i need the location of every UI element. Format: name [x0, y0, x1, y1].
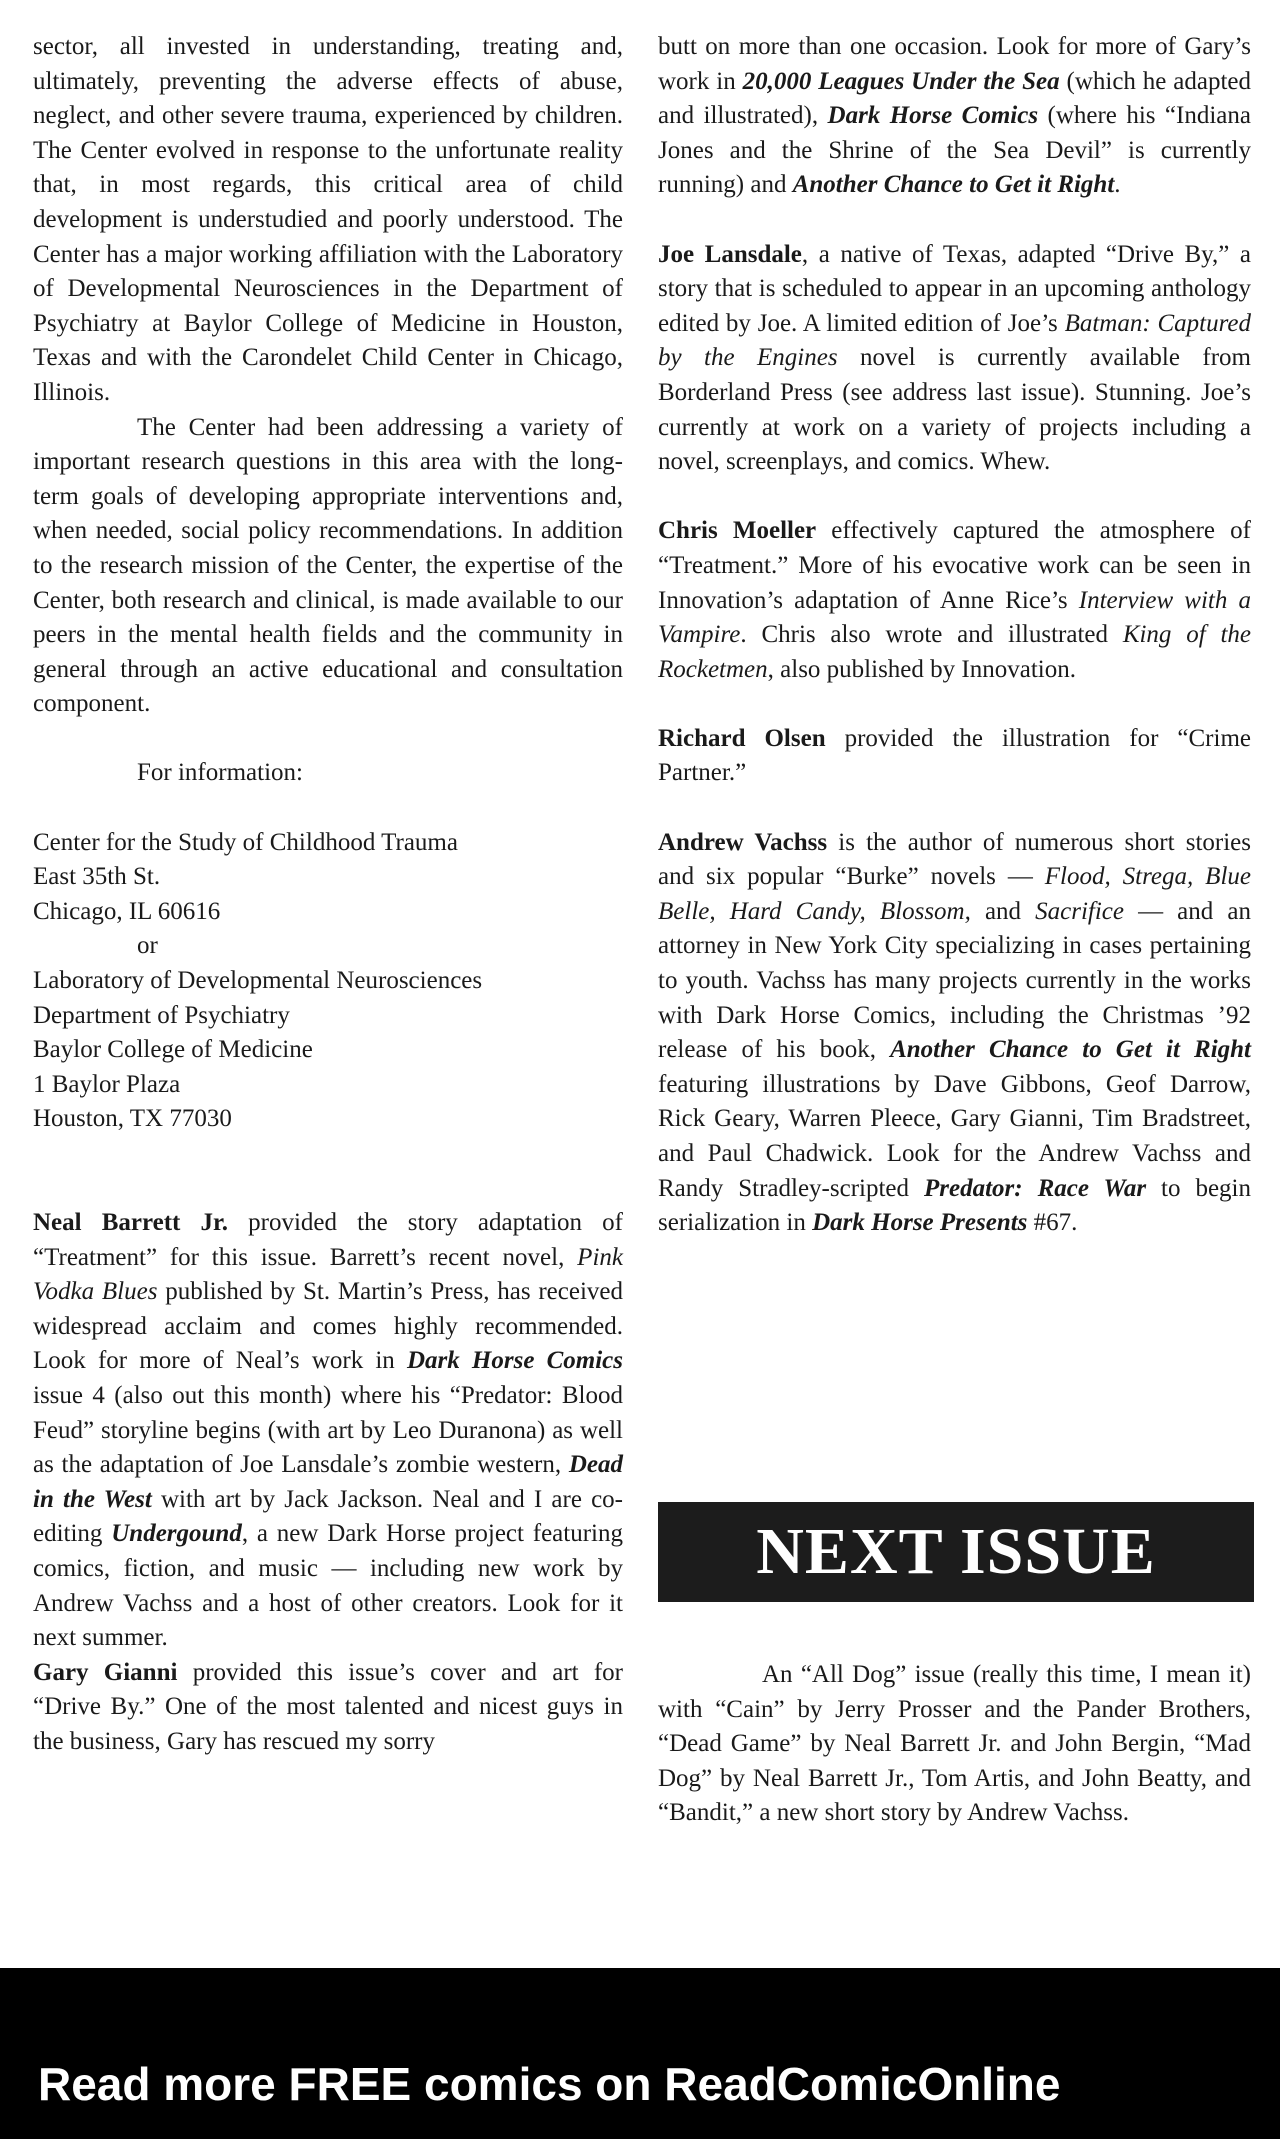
book-title: Dark Horse Comics — [406, 1347, 623, 1375]
richard-olsen-bio — [658, 722, 1251, 791]
andrew-vachss-bio — [658, 826, 1251, 1241]
book-title: 20,000 Leagues Under the Sea — [742, 67, 1060, 95]
right-column — [658, 30, 1251, 1241]
contributor-name: Gary Gianni — [33, 1658, 178, 1686]
book-title: Flood, Strega, Blue Belle, Hard Candy, Blossom, — [658, 863, 1251, 925]
footer-bar — [0, 1968, 1280, 2139]
book-title: Sacrifice — [1035, 897, 1124, 925]
address-line: Laboratory of Developmental Neurosciences — [33, 967, 483, 995]
contributor-name: Joe Lansdale — [658, 240, 802, 268]
book-title: Predator: Race War — [924, 1174, 1147, 1202]
bio-text: (where his “Indiana Jones and the Shrine of the Sea Devil” is currently running) and — [658, 102, 1251, 199]
bio-text: , also published by Innovation. — [767, 655, 1076, 683]
intro-paragraph: sector, all invested in understanding, treating and, ultimately, preventing the adverse effects of abuse, neglect, and other severe trauma, experienced by children. The Center evolved in response to the unfortunate reality that, in most regards, this critical area of child development is understudied and poorly understood. The Center has a major working affiliation with the Laboratory of Developmental Neurosciences in the Department of Psychiatry at Baylor College of Medicine in Houston, Texas and with the Carondelet Child Center in Chicago, Illinois. — [33, 33, 623, 406]
book-title: Dead in the West — [33, 1451, 623, 1513]
bio-text: (which he adapted and illustrated), — [658, 67, 1252, 130]
next-issue-description: An “All Dog” issue (really this time, I mean it) with “Cain” by Jerry Prosser and the Pander Brothers, “Dead Game” by Neal Barrett Jr. and John Bergin, “Mad Dog” by Neal Barrett Jr., Tom Artis, and John Beatty, and “Bandit,” a new short story by Andrew Vachss. — [658, 1661, 1251, 1827]
address-line: Department of Psychiatry — [33, 1001, 290, 1029]
bio-text: issue 4 (also out this month) where his “Predator: Blood Feud” storyline begins (with art by Leo Duranona) as well as the adaptation of Joe Lansdale’s zombie western, — [33, 1381, 623, 1479]
next-issue-banner: NEXT ISSUE — [658, 1502, 1254, 1602]
or-label: or — [137, 932, 158, 960]
book-title: Another Chance to Get it Right — [792, 171, 1115, 199]
bio-text: , a native of Texas, adapted “Drive By,” a story that is scheduled to appear in an upcoming anthology edited by Joe. A limited edition of Joe’s — [658, 240, 1251, 337]
book-title: Dark Horse Presents — [812, 1209, 1028, 1237]
contributor-name: Chris Moeller — [658, 517, 817, 545]
address-line: Houston, TX 77030 — [33, 1105, 232, 1133]
bio-text: #67. — [1027, 1209, 1078, 1237]
joe-lansdale-bio — [658, 238, 1251, 480]
bio-text: featuring illustrations by Dave Gibbons, Geof Darrow, Rick Geary, Warren Pleece, Gary Gianni, Tim Bradstreet, and Paul Chadwick. Look for the Andrew Vachss and Randy Stradley-scripted — [658, 1070, 1251, 1202]
book-title: Another Chance to Get it Right — [890, 1036, 1251, 1064]
book-title: Undergound — [111, 1520, 242, 1548]
footer-promo-text: Read more FREE comics on ReadComicOnline — [38, 2058, 1061, 2110]
book-title: King of the Rocketmen — [658, 621, 1251, 683]
bio-text: to begin serialization in — [658, 1174, 1251, 1237]
address-line: Baylor College of Medicine — [33, 1036, 313, 1064]
bio-text: effectively captured the atmosphere of “Treatment.” More of his evocative work can be seen in Innovation’s adaptation of Anne Rice’s — [658, 517, 1251, 614]
contributor-name: Neal Barrett Jr. — [33, 1209, 229, 1236]
book-title: Interview with a Vampire — [658, 586, 1251, 649]
gary-gianni-bio — [33, 1656, 623, 1760]
book-title: Batman: Captured by the Engines — [658, 309, 1251, 372]
address-line: East 35th St. — [33, 863, 161, 891]
center-research-paragraph: The Center had been addressing a variety of important research questions in this area with the long-term goals of developing appropriate interventions and, when needed, social policy recommendations. In addition to the research mission of the Center, the expertise of the Center, both research and clinical, is made available to our peers in the mental health fields and the community in general through an active educational and consultation component. — [33, 413, 623, 718]
bio-text: provided the illustration for “Crime Partner.” — [658, 724, 1251, 787]
bio-text: — and an attorney in New York City specializing in cases pertaining to youth. Vachss has many projects currently in the works with Dark Horse Comics, including the Christmas ’92 release of his book, — [658, 897, 1251, 1064]
bio-text: provided this issue’s cover and art for “Drive By.” One of the most talented and nicest guys in the business, Gary has rescued my sorry — [33, 1658, 624, 1755]
address-block-1 — [33, 826, 623, 1137]
info-label: For information: — [137, 759, 303, 787]
neal-barrett-bio — [33, 1206, 623, 1656]
bio-text: , a new Dark Horse project featuring comics, fiction, and music — including new work by Andrew Vachss and a host of other creators. Look for it next summer. — [33, 1520, 623, 1652]
left-column — [33, 30, 623, 1760]
bio-text: and — [970, 897, 1036, 925]
bio-text: butt on more than one occasion. Look for more of Gary’s work in — [658, 33, 1251, 95]
gary-gianni-bio-continued — [658, 30, 1251, 203]
contributor-name: Richard Olsen — [658, 724, 826, 752]
book-title: Pink Vodka Blues — [33, 1243, 623, 1306]
contributor-name: Andrew Vachss — [658, 828, 828, 856]
bio-text: is the author of numerous short stories and six popular “Burke” novels — — [658, 828, 1251, 891]
chris-moeller-bio — [658, 514, 1251, 687]
bio-text: novel is currently available from Borderland Press (see address last issue). Stunning. Joe’s currently at work on a variety of projects including a novel, screenplays, and comics. Whew. — [658, 344, 1251, 476]
address-line: Center for the Study of Childhood Trauma — [33, 828, 458, 856]
address-line: 1 Baylor Plaza — [33, 1070, 181, 1098]
bio-text: published by St. Martin’s Press, has received widespread acclaim and comes highly recommended. Look for more of Neal’s work in — [33, 1278, 623, 1375]
bio-text: . — [1114, 171, 1121, 199]
book-title: Dark Horse Comics — [827, 102, 1039, 130]
bio-text: provided the story adaptation of “Treatment” for this issue. Barrett’s recent novel, — [33, 1209, 623, 1271]
bio-text: . Chris also wrote and illustrated — [740, 621, 1123, 649]
bio-text: with art by Jack Jackson. Neal and I are co-editing — [33, 1485, 623, 1548]
address-line: Chicago, IL 60616 — [33, 897, 221, 925]
